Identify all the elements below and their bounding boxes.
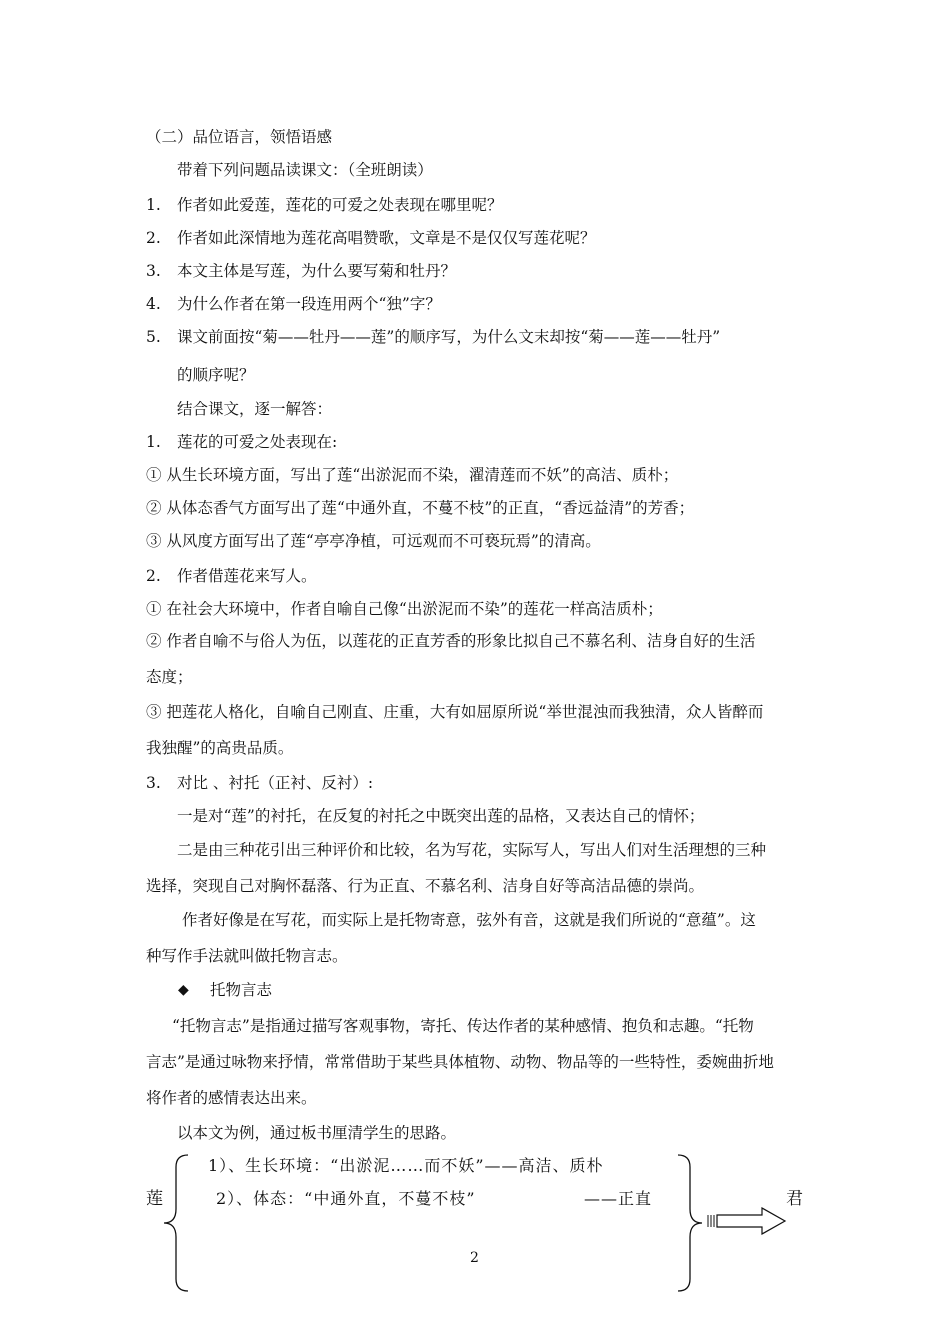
question-text: 作者如此深情地为莲花高唱赞歌，文章是不是仅仅写莲花呢？: [177, 229, 596, 247]
question-number: 5.: [146, 328, 161, 346]
answer-item-continuation: 态度；: [146, 668, 193, 686]
question-text: 本文主体是写莲，为什么要写菊和牡丹？: [177, 262, 457, 280]
definition-paragraph: “托物言志”是指通过描写客观事物，寄托、传达作者的某种感情、抱负和志趣。“托物: [172, 1017, 754, 1035]
answer-item: ② 从体态香气方面写出了莲“中通外直，不蔓不枝”的正直，“香远益清”的芳香；: [146, 499, 695, 517]
board-line-1: 1）、生长环境：“出淤泥……而不妖”——高洁、质朴: [208, 1156, 604, 1175]
board-intro: 以本文为例，通过板书厘清学生的思路。: [177, 1124, 457, 1142]
board-line-2b: ——正直: [584, 1189, 653, 1208]
bullet-heading: 托物言志: [210, 981, 273, 999]
question-continuation: 的顺序呢？: [177, 366, 255, 384]
board-right-label: 君: [786, 1189, 803, 1209]
answer-item: ③ 把莲花人格化，自喻自己刚直、庄重，大有如屈原所说“举世混浊而我独清，众人皆醉而: [146, 703, 764, 721]
answer-item: ② 作者自喻不与俗人为伍，以莲花的正直芳香的形象比拟自己不慕名利、洁身自好的生活: [146, 632, 756, 650]
answer-paragraph: 二是由三种花引出三种评价和比较，名为写花，实际写人，写出人们对生活理想的三种: [177, 841, 767, 859]
question-number: 2.: [146, 229, 161, 247]
right-brace-icon: [676, 1153, 706, 1293]
page-number: 2: [470, 1250, 479, 1266]
summary-paragraph: 作者好像是在写花，而实际上是托物寄意，弦外有音，这就是我们所说的“意蕴”。这: [182, 911, 756, 929]
question-number: 3.: [146, 262, 161, 280]
question-text: 为什么作者在第一段连用两个“独”字？: [177, 295, 441, 313]
board-line-2a: 2）、体态：“中通外直，不蔓不枝”: [216, 1189, 476, 1208]
definition-paragraph-continuation: 将作者的感情表达出来。: [146, 1089, 317, 1107]
answer-number: 3.: [146, 774, 161, 792]
summary-paragraph-continuation: 种写作手法就叫做托物言志。: [146, 947, 348, 965]
right-arrow-icon: [707, 1206, 787, 1236]
section-title: （二）品位语言，领悟语感: [146, 128, 333, 146]
answer-heading: 作者借莲花来写人。: [177, 567, 317, 585]
answer-item: ① 从生长环境方面，写出了莲“出淤泥而不染，濯清莲而不妖”的高洁、质朴；: [146, 466, 679, 484]
answer-number: 1.: [146, 433, 161, 451]
answer-item-continuation: 我独醒”的高贵品质。: [146, 739, 294, 757]
definition-paragraph-continuation: 言志”是通过咏物来抒情，常常借助于某些具体植物、动物、物品等的一些特性，委婉曲折地: [146, 1053, 774, 1071]
question-text: 作者如此爱莲，莲花的可爱之处表现在哪里呢？: [177, 196, 503, 214]
answer-item: ③ 从风度方面写出了莲“亭亭净植，可远观而不可亵玩焉”的清高。: [146, 532, 601, 550]
board-left-label: 莲: [146, 1189, 163, 1209]
answer-paragraph-continuation: 选择，突现自己对胸怀磊落、行为正直、不慕名利、洁身自好等高洁品德的崇尚。: [146, 877, 705, 895]
answer-item: ① 在社会大环境中，作者自喻自己像“出淤泥而不染”的莲花一样高洁质朴；: [146, 600, 663, 618]
answer-number: 2.: [146, 567, 161, 585]
intro-text: 带着下列问题品读课文：（全班朗读）: [177, 161, 433, 179]
answer-heading: 对比 、衬托（正衬、反衬）:: [177, 774, 374, 792]
diamond-bullet-icon: ◆: [178, 982, 189, 998]
left-brace-icon: [160, 1153, 190, 1293]
answer-paragraph: 一是对“莲”的衬托，在反复的衬托之中既突出莲的品格，又表达自己的情怀；: [177, 807, 705, 825]
question-text: 课文前面按“菊——牡丹——莲”的顺序写，为什么文末却按“菊——莲——牡丹”: [177, 328, 721, 346]
question-number: 1.: [146, 196, 161, 214]
answer-intro: 结合课文，逐一解答：: [177, 400, 333, 418]
question-number: 4.: [146, 295, 161, 313]
answer-heading: 莲花的可爱之处表现在:: [177, 433, 338, 451]
